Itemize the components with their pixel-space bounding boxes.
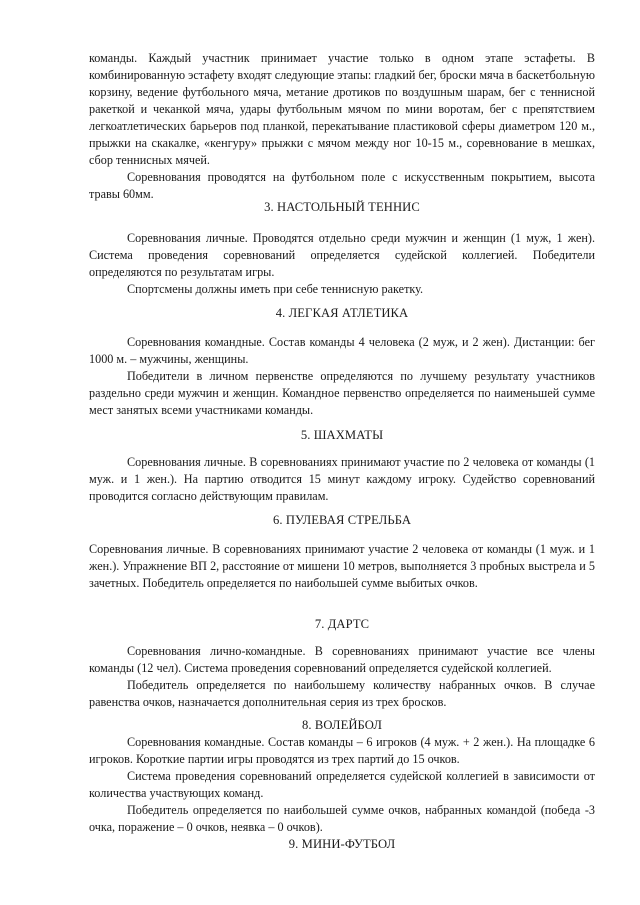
volleyball-paragraph-3: Победитель определяется по наибольшей сумме очков, набранных командой (победа -3 очка, поражение – 0 очков, неявка – 0 очков). [89, 803, 595, 834]
intro-paragraph-2: Соревнования проводятся на футбольном поле с искусственным покрытием, высота травы 60мм. [89, 170, 595, 201]
section-title-tennis: 3. НАСТОЛЬНЫЙ ТЕННИС [264, 200, 420, 214]
tennis-paragraph-1: Соревнования личные. Проводятся отдельно среди мужчин и женщин (1 муж, 1 жен). Система проведения соревнований определяется судейской коллегией. Победители определяются по результатам игры. [89, 231, 595, 279]
section-title-volleyball: 8. ВОЛЕЙБОЛ [301, 718, 383, 732]
tennis-paragraph-2: Спортсмены должны иметь при себе теннисную ракетку. [127, 282, 424, 296]
section-body-chess [89, 454, 595, 505]
section-body-volleyball [89, 734, 595, 836]
section-title-shooting: 6. ПУЛЕВАЯ СТРЕЛЬБА [272, 513, 412, 527]
athletics-paragraph-2: Победители в личном первенстве определяются по лучшему результату участников раздельно среди мужчин и женщин. Командное первенство определяется по наименьшей сумме мест занятых всеми участниками команды. [89, 369, 595, 417]
section-body-tennis [89, 230, 595, 298]
section-body-shooting [89, 541, 595, 592]
section-body-athletics [89, 334, 595, 419]
darts-paragraph-1: Соревнования лично-командные. В соревнованиях принимают участие все члены команды (12 чел). Система проведения соревнований определяется судейской коллегией. [89, 644, 595, 675]
section-title-athletics: 4. ЛЕГКАЯ АТЛЕТИКА [275, 306, 409, 320]
shooting-paragraph-1: Соревнования личные. В соревнованиях принимают участие 2 человека от команды (1 муж. и 1 жен.). Упражнение ВП 2, расстояние от мишени 10 метров, выполняется 3 пробных выстрела и 5 зачетных. Победитель определяется по наибольшей сумме выбитых очков. [89, 542, 595, 590]
section-title-darts: 7. ДАРТС [314, 617, 370, 631]
section-title-chess: 5. ШАХМАТЫ [300, 428, 384, 442]
section-title-minifootball: 9. МИНИ-ФУТБОЛ [288, 837, 396, 851]
athletics-paragraph-1: Соревнования командные. Состав команды 4 человека (2 муж, и 2 жен). Дистанции: бег 1000 м. – мужчины, женщины. [89, 335, 595, 366]
darts-paragraph-2: Победитель определяется по наибольшему количеству набранных очков. В случае равенства очков, назначается дополнительная серия из трех бросков. [89, 678, 595, 709]
section-body-darts [89, 643, 595, 711]
volleyball-paragraph-2: Система проведения соревнований определяется судейской коллегией в зависимости от количества участвующих команд. [89, 769, 595, 800]
intro-block [89, 50, 595, 203]
chess-paragraph-1: Соревнования личные. В соревнованиях принимают участие по 2 человека от команды (1 муж. и 1 жен.). На партию отводится 15 минут каждому игроку. Судейство соревнований проводится согласно действующим правилам. [89, 455, 595, 503]
intro-paragraph-1: команды. Каждый участник принимает участие только в одном этапе эстафеты. В комбинированную эстафету входят следующие этапы: гладкий бег, броски мяча в баскетбольную корзину, ведение футбольного мяча, метание дротиков по воздушным шарам, бег с теннисной ракеткой и чеканкой мяча, удары футбольным мячом по мини воротам, бег с препятствием легкоатлетических барьеров под планкой, перекатывание пластиковой сферы диаметром 120 м., прыжки на скакалке, «кенгуру» прыжки с мячом между ног 10-15 м., соревнование в мешках, сбор теннисных мячей. [89, 51, 595, 167]
volleyball-paragraph-1: Соревнования командные. Состав команды – 6 игроков (4 муж. + 2 жен.). На площадке 6 игроков. Короткие партии игры проводятся из трех партий до 15 очков. [89, 735, 595, 766]
